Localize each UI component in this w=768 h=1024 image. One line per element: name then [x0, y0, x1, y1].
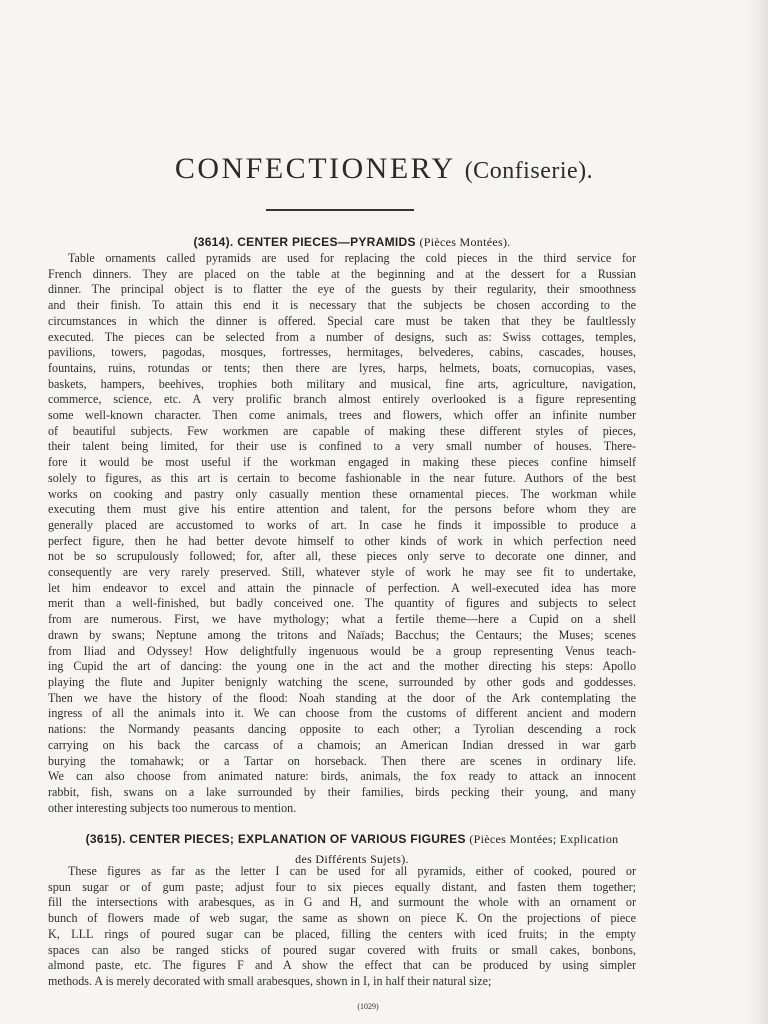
section-heading-3614-text: (3614). CENTER PIECES—PYRAMIDS: [193, 235, 416, 249]
text-line: bunch of flowers made of web sugar, the same as shown on piece K. On the projections of piece: [48, 911, 636, 926]
text-line: generally placed are accustomed to works of art. In case he finds it impossible to produce a: [48, 517, 636, 532]
text-line: not be so scrupulously followed; for, after all, these pieces only serve to decorate one dinner, and: [48, 549, 636, 564]
text-line: their talent being limited, for their use is confined to a very small number of houses. There-: [48, 439, 636, 454]
text-line: baskets, hampers, beehives, trophies both military and musical, fine arts, agriculture, navigation,: [48, 376, 636, 391]
text-line: French dinners. They are placed on the table at the beginning and at the dessert for a Russian: [48, 266, 636, 281]
text-line: of beautiful subjects. Few workmen are capable of making these different styles of pieces,: [48, 423, 636, 438]
text-line: drawn by swans; Neptune among the tritons and Naïads; Bacchus; the Centaurs; the Muses; scenes: [48, 627, 636, 642]
text-line: rabbit, fish, swans on a lake surrounded by their families, birds pecking their young, and many: [48, 784, 636, 799]
text-line: solely to figures, as this art is certain to become fashionable in the near future. Authors of the best: [48, 470, 636, 485]
text-line: from Iliad and Odyssey! How delightfully ingenuous would be a group representing Venus teach-: [48, 643, 636, 658]
text-line: perfect figure, then he had better devote himself to other kinds of work in which perfection need: [48, 533, 636, 548]
text-line: consequently are very rarely preserved. Still, whatever style of work he may see fit to undertake,: [48, 565, 636, 580]
text-line: playing the flute and Jupiter benignly watching the scene, surrounded by other gods and goddesses.: [48, 674, 636, 689]
text-line: some well-known character. Then come animals, trees and flowers, which offer an infinite number: [48, 408, 636, 423]
text-line: ingress of all the animals into it. We can choose from the customs of different ancient and modern: [48, 706, 636, 721]
text-line: carrying on his back the carcass of a chamois; an American Indian dressed in war garb: [48, 737, 636, 752]
section-heading-3614-french: (Pièces Montées).: [419, 235, 511, 249]
text-line: Then we have the history of the flood: Noah standing at the door of the Ark contemplating the: [48, 690, 636, 705]
section-heading-3614: [66, 235, 638, 250]
text-line: merit than a well-finished, but badly conceived one. The quantity of figures and subjects to select: [48, 596, 636, 611]
section-heading-3615-french-1: (Pièces Montées; Explication: [469, 832, 619, 846]
text-line: K, LLL rings of poured sugar can be placed, filling the centers with iced fruits; in the empty: [48, 926, 636, 941]
text-line: burying the tomahawk; or a Tartar on horseback. Then there are scenes in ordinary life.: [48, 753, 636, 768]
text-line: dinner. The principal object is to flatter the eye of the guests by their regularity, their smoothness: [48, 282, 636, 297]
text-line: almond paste, etc. The figures F and A show the effect that can be produced by using simpler: [48, 958, 636, 973]
text-line: works on cooking and pastry only casually mention these ornamental pieces. The workman while: [48, 486, 636, 501]
page-number: (1029): [357, 1002, 379, 1011]
title-sub: (Confiserie).: [464, 158, 594, 184]
section-heading-3615-french-2: des Différents Sujets).: [295, 852, 409, 866]
text-line: circumstances in which the dinner is offered. Special care must be taken that they be faultlessly: [48, 313, 636, 328]
page-title: [0, 152, 768, 186]
text-line: methods. A is merely decorated with small arabesques, shown in I, in half their natural size;: [48, 973, 492, 988]
text-line: fountains, ruins, rotundas or tents; then there are lyres, harps, helmets, boats, cornucopias, vases,: [48, 360, 636, 375]
text-line: pavilions, towers, pagodas, mosques, fortresses, hermitages, belvederes, cabins, cascades, houses,: [48, 345, 636, 360]
text-line: let him endeavor to excel and attain the pinnacle of perfection. A well-executed idea has more: [48, 580, 636, 595]
title-main: CONFECTIONERY: [174, 152, 456, 185]
text-line: spun sugar or of gum paste; adjust four to six pieces equally distant, and fasten them together;: [48, 879, 636, 894]
text-line: and their finish. To attain this end it is necessary that the subjects be chosen according to the: [48, 298, 636, 313]
title-divider: [266, 209, 414, 211]
text-line: spaces can also be ranged sticks of poured sugar covered with fruits or small cakes, bonbons,: [48, 942, 636, 957]
text-line: executed. The pieces can be selected from a number of designs, such as: Swiss cottages, temples,: [48, 329, 636, 344]
text-line: other interesting subjects too numerous to mention.: [48, 800, 297, 815]
text-line: fore it would be most useful if the workman engaged in making these pieces confine himself: [48, 455, 636, 470]
section-heading-3615: [66, 829, 638, 869]
text-line: We can also choose from animated nature: birds, animals, the fox ready to attack an innocent: [48, 769, 636, 784]
text-line: ing Cupid the art of dancing: the young one in the act and the mother directing his steps: Apollo: [48, 659, 636, 674]
text-line: These figures as far as the letter I can be used for all pyramids, either of cooked, poured or: [68, 864, 636, 878]
text-line: from are numerous. First, we have mythology; what a fertile theme—here a Cupid on a shell: [48, 612, 636, 627]
section-3615-body: [48, 864, 636, 990]
section-heading-3615-text: (3615). CENTER PIECES; EXPLANATION OF VARIOUS FIGURES: [85, 832, 466, 846]
text-line: nations: the Normandy peasants dancing opposite to each other; a Tyrolian descending a rock: [48, 722, 636, 737]
text-line: Table ornaments called pyramids are used for replacing the cold pieces in the third service for: [68, 251, 636, 265]
section-3614-body: [48, 251, 636, 816]
text-line: fill the intersections with arabesques, as in G and H, and surmount the whole with an ornament or: [48, 895, 636, 910]
text-line: executing them must give his entire attention and talent, for the persons before whom they are: [48, 502, 636, 517]
text-line: commerce, science, etc. A very prolific branch almost entirely overlooked is a figure representing: [48, 392, 636, 407]
